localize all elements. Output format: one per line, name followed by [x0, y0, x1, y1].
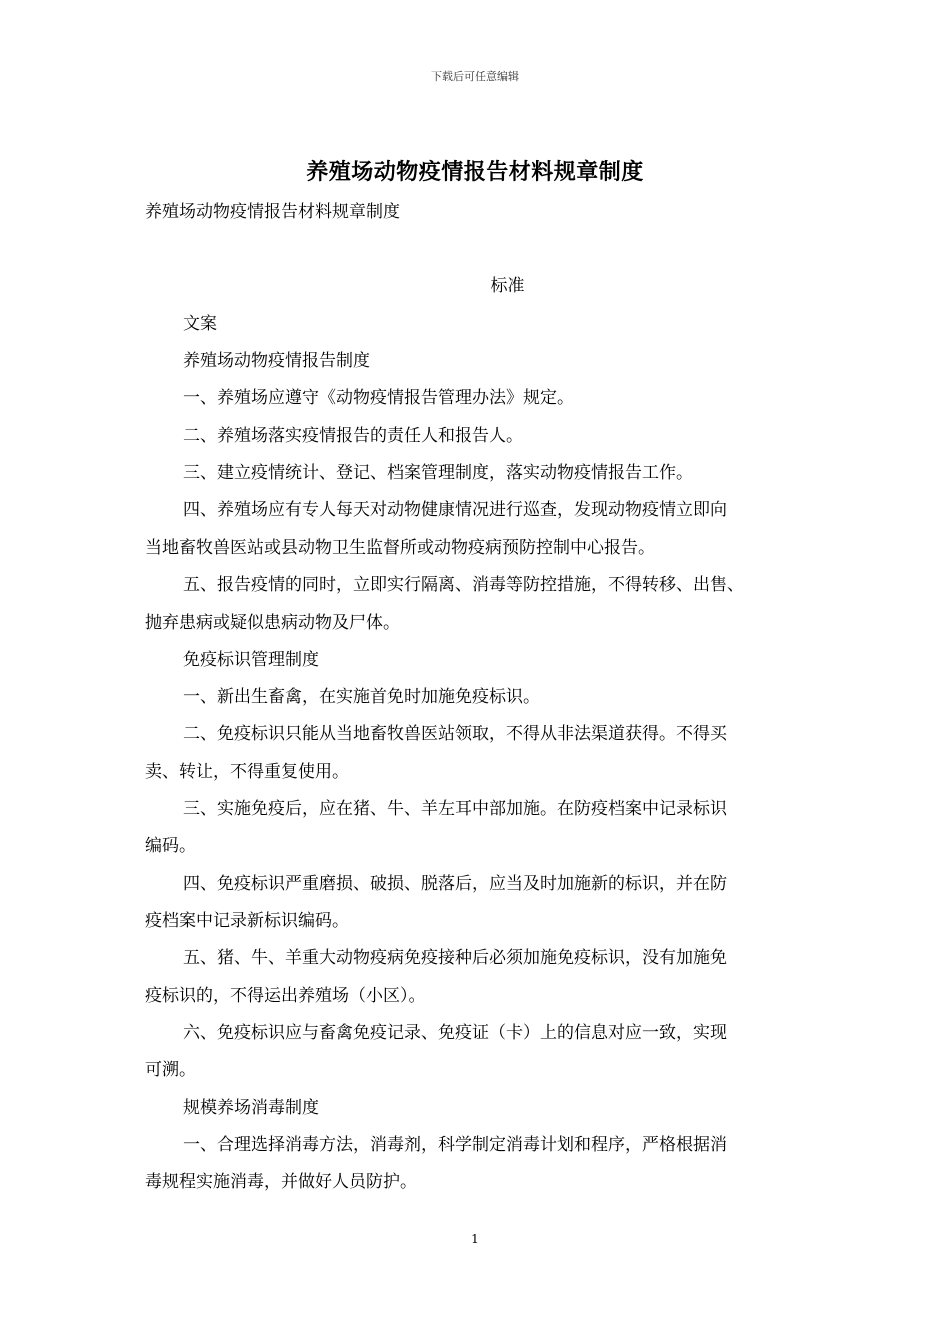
- paragraph-line: 三、实施免疫后，应在猪、牛、羊左耳中部加施。在防疫档案中记录标识: [183, 799, 727, 819]
- paragraph-line: 卖、转让，不得重复使用。: [145, 762, 349, 782]
- page-header: 下载后可任意编辑: [431, 70, 519, 83]
- paragraph-line: 疫标识的，不得运出养殖场（小区）。: [145, 986, 426, 1006]
- section-heading: 免疫标识管理制度: [183, 650, 319, 670]
- paragraph-line: 编码。: [145, 836, 196, 856]
- paragraph-line: 三、建立疫情统计、登记、档案管理制度，落实动物疫情报告工作。: [183, 463, 693, 483]
- document-title: 养殖场动物疫情报告材料规章制度: [306, 159, 644, 185]
- page-number: 1: [471, 1232, 479, 1246]
- paragraph-line: 五、报告疫情的同时，立即实行隔离、消毒等防控措施，不得转移、出售、: [183, 575, 744, 595]
- paragraph-line: 四、养殖场应有专人每天对动物健康情况进行巡查，发现动物疫情立即向: [183, 500, 727, 520]
- label-wenan: 文案: [183, 314, 217, 334]
- paragraph-line: 一、合理选择消毒方法，消毒剂，科学制定消毒计划和程序，严格根据消: [183, 1135, 727, 1155]
- paragraph-line: 一、养殖场应遵守《动物疫情报告管理办法》规定。: [183, 388, 574, 408]
- section-heading: 养殖场动物疫情报告制度: [183, 351, 370, 371]
- paragraph-line: 五、猪、牛、羊重大动物疫病免疫接种后必须加施免疫标识，没有加施免: [183, 948, 727, 968]
- paragraph-line: 二、养殖场落实疫情报告的责任人和报告人。: [183, 426, 523, 446]
- label-standard: 标准: [490, 276, 525, 296]
- paragraph-line: 二、免疫标识只能从当地畜牧兽医站领取，不得从非法渠道获得。不得买: [183, 724, 727, 744]
- section-heading: 规模养场消毒制度: [183, 1098, 319, 1118]
- paragraph-line: 疫档案中记录新标识编码。: [145, 911, 349, 931]
- paragraph-line: 一、新出生畜禽，在实施首免时加施免疫标识。: [183, 687, 540, 707]
- paragraph-line: 当地畜牧兽医站或县动物卫生监督所或动物疫病预防控制中心报告。: [145, 538, 655, 558]
- subtitle: 养殖场动物疫情报告材料规章制度: [145, 202, 400, 222]
- paragraph-line: 毒规程实施消毒，并做好人员防护。: [145, 1172, 417, 1192]
- paragraph-line: 抛弃患病或疑似患病动物及尸体。: [145, 613, 400, 633]
- paragraph-line: 可溯。: [145, 1060, 196, 1080]
- paragraph-line: 六、免疫标识应与畜禽免疫记录、免疫证（卡）上的信息对应一致，实现: [183, 1023, 727, 1043]
- paragraph-line: 四、免疫标识严重磨损、破损、脱落后，应当及时加施新的标识，并在防: [183, 874, 727, 894]
